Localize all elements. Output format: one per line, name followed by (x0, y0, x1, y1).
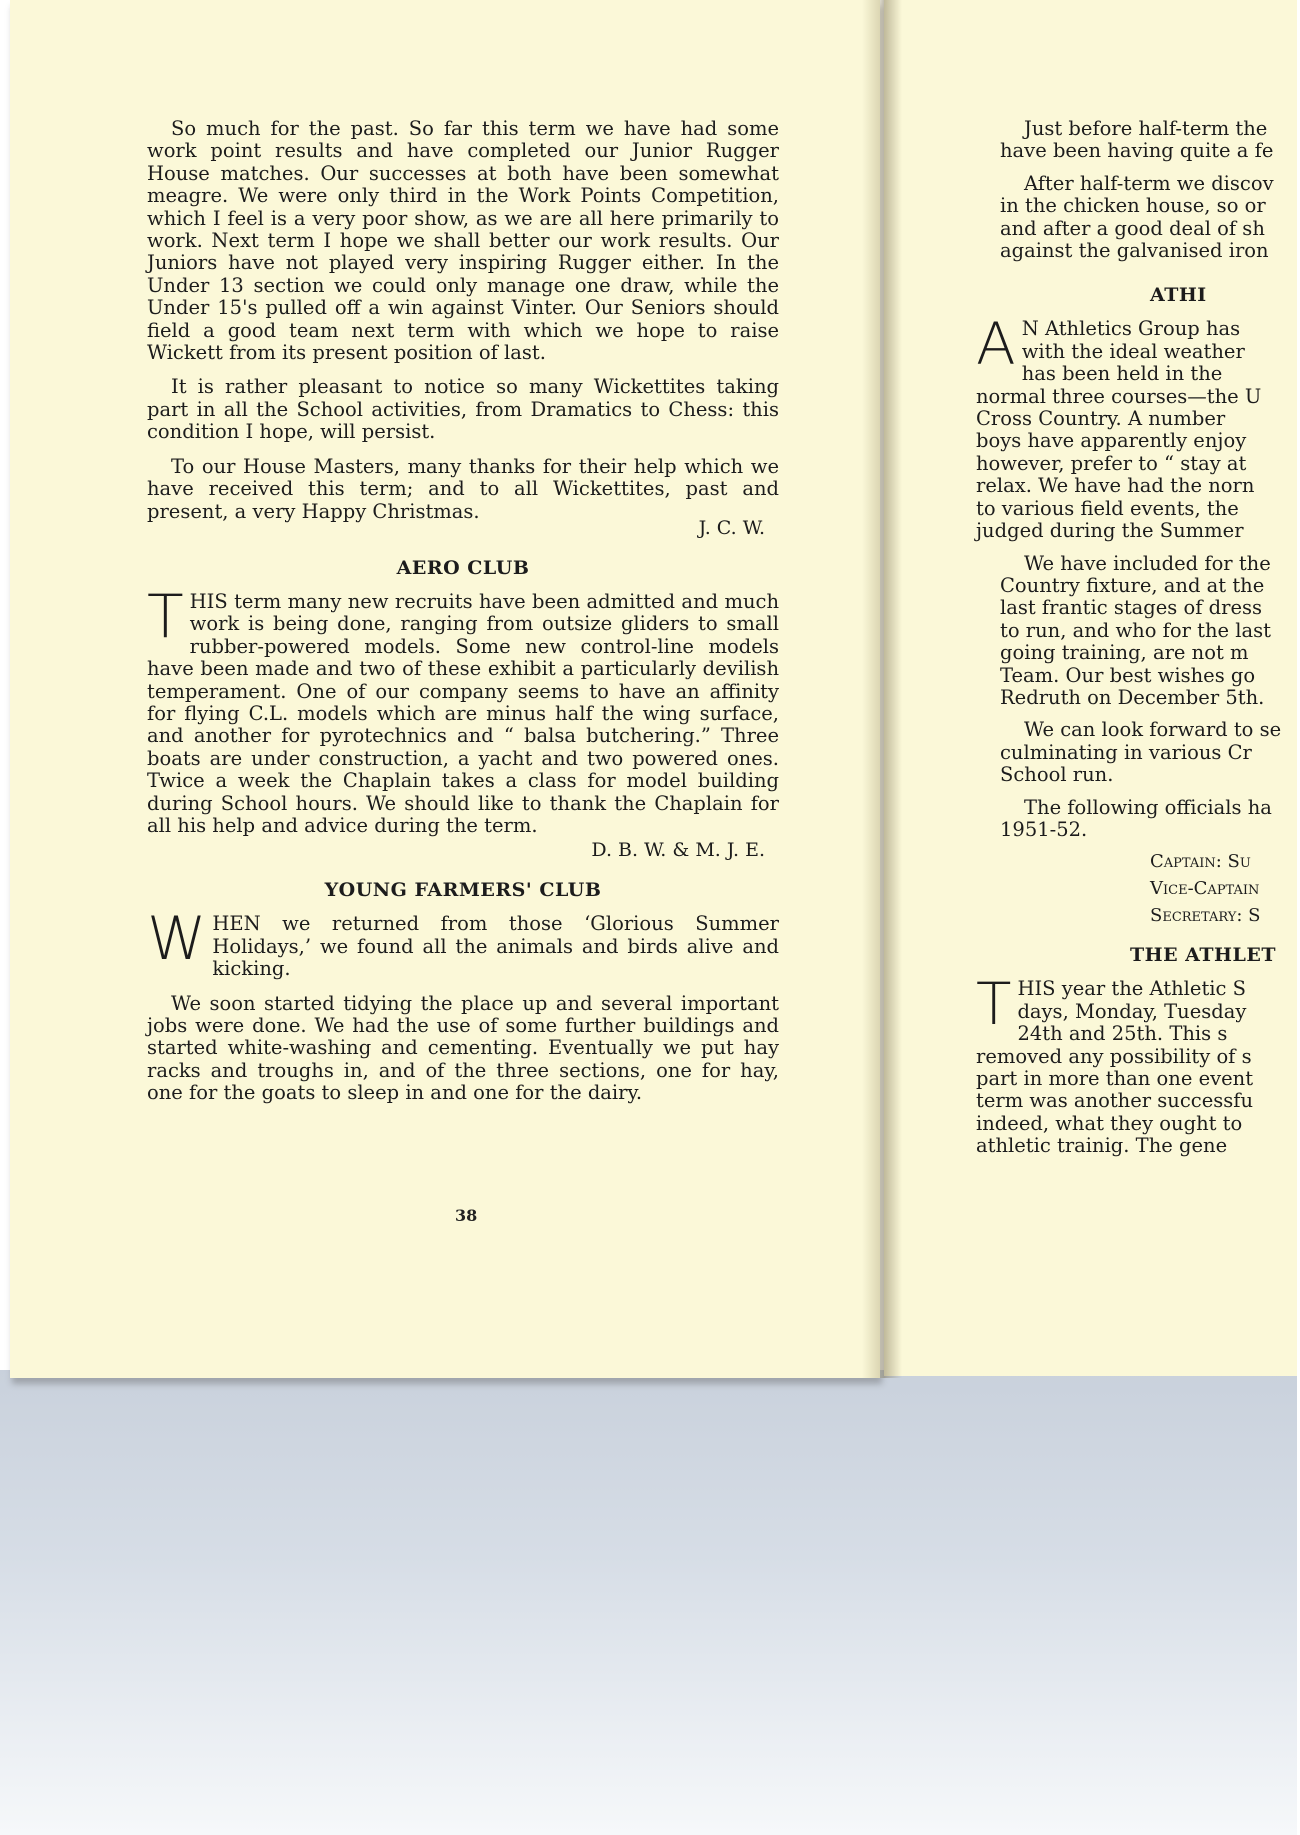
athletics-paragraph: A N Athletics Group has with the ideal weather has been held in the normal three courses—the U Cross Country. A number boys have apparently enjoy however, prefer to “ stay at relax. We have had the norn to various field events, the judged during the Summer (976, 310, 1262, 543)
right-paragraph-4: We have included for the Country fixture, and at the last frantic stages of dress to run, and who for the last going training, are not m Team. Our best wishes go Redruth on December 5th. (1000, 551, 1271, 709)
athletic-sports-dropcap: T (976, 970, 1012, 1039)
young-farmers-heading: YOUNG FARMERS' CLUB (324, 879, 602, 902)
right-page-text (976, 117, 1300, 1168)
left-page-text (147, 118, 779, 1117)
right-paragraph-1: Just before half-term the have been having quite a fe (1000, 117, 1274, 163)
athletics-heading: ATHI (1150, 284, 1207, 307)
aero-club-body: HIS term many new recruits have been admitted and much work is being done, ranging from outsize gliders to small rubber-powered models. Some new control-line models have been made and two of these exhibit a particularly devilish temperament. One of our company seems to have an affinity for flying C.L. models which are minus half the wing surface, and another for pyrotechnics and “ balsa butchering.” Three boats are under construction, a yacht and two powered ones. Twice a week the Chaplain takes a class for model building during School hours. We should like to thank the Chaplain for all his help and advice during the term. (147, 589, 779, 837)
aero-club-signature: D. B. W. & M. J. E. (591, 839, 765, 862)
scanner-background (0, 1370, 1297, 1835)
right-paragraph-2: After half-term we discov in the chicken house, so or and after a good deal of sh against the galvanised iron (1000, 171, 1274, 263)
intro-signature: J. C. W. (698, 516, 765, 539)
athletic-sports-paragraph: T HIS year the Athletic S days, Monday, Tuesday 24th and 25th. This s removed any possibility of s part in more than one event term was another successfu indeed, what they ought to athletic trainig. The gene (976, 970, 1254, 1158)
right-paragraph-5: We can look forward to se culminating in various Cr School run. (1000, 718, 1282, 787)
young-farmers-paragraph-1 (147, 904, 779, 981)
aero-club-paragraph (147, 581, 779, 837)
official-captain: Captain: Su (1150, 851, 1251, 873)
young-farmers-dropcap: W (147, 904, 207, 975)
official-secretary: Secretary: S (1150, 905, 1261, 927)
young-farmers-body: HEN we returned from those ‘Glorious Summer Holidays,’ we found all the animals and birds alive and kicking. (212, 912, 779, 981)
official-vice-captain: Vice-Captain (1150, 878, 1260, 900)
intro-paragraph-2: It is rather pleasant to notice so many Wickettites taking part in all the School activities, from Dramatics to Chess: this condition I hope, will persist. (147, 375, 779, 444)
aero-club-heading: AERO CLUB (396, 556, 530, 579)
page-gutter (862, 0, 902, 1378)
aero-club-dropcap: T (147, 581, 184, 652)
intro-paragraph-1: So much for the past. So far this term we have had some work point results and have completed our Junior Rugger House matches. Our successes at both have been somewhat meagre. We were only third in the Work Points Competition, which I feel is a very poor show, as we are all here primarily to work. Next term I hope we shall better our work results. Our Juniors have not played very inspiring Rugger either. In the Under 13 section we could only manage one draw, while the Under 15's pulled off a win against Vinter. Our Seniors should field a good team next term with which we hope to raise Wickett from its present position of last. (147, 117, 779, 365)
page-number: 38 (455, 1206, 478, 1225)
athletics-dropcap: A (976, 310, 1016, 379)
intro-paragraph-3: To our House Masters, many thanks for their help which we have received this term; and to all Wickettites, past and present, a very Happy Christmas. (147, 454, 779, 523)
right-paragraph-6: The following officials ha 1951-52. (1000, 795, 1272, 841)
athletic-sports-heading: THE ATHLET (1130, 944, 1276, 967)
young-farmers-paragraph-2: We soon started tidying the place up and several important jobs were done. We had the use of some further buildings and started white-washing and cementing. Eventually we put hay racks and troughs in, and of the three sections, one for hay, one for the goats to sleep in and one for the dairy. (147, 991, 779, 1105)
